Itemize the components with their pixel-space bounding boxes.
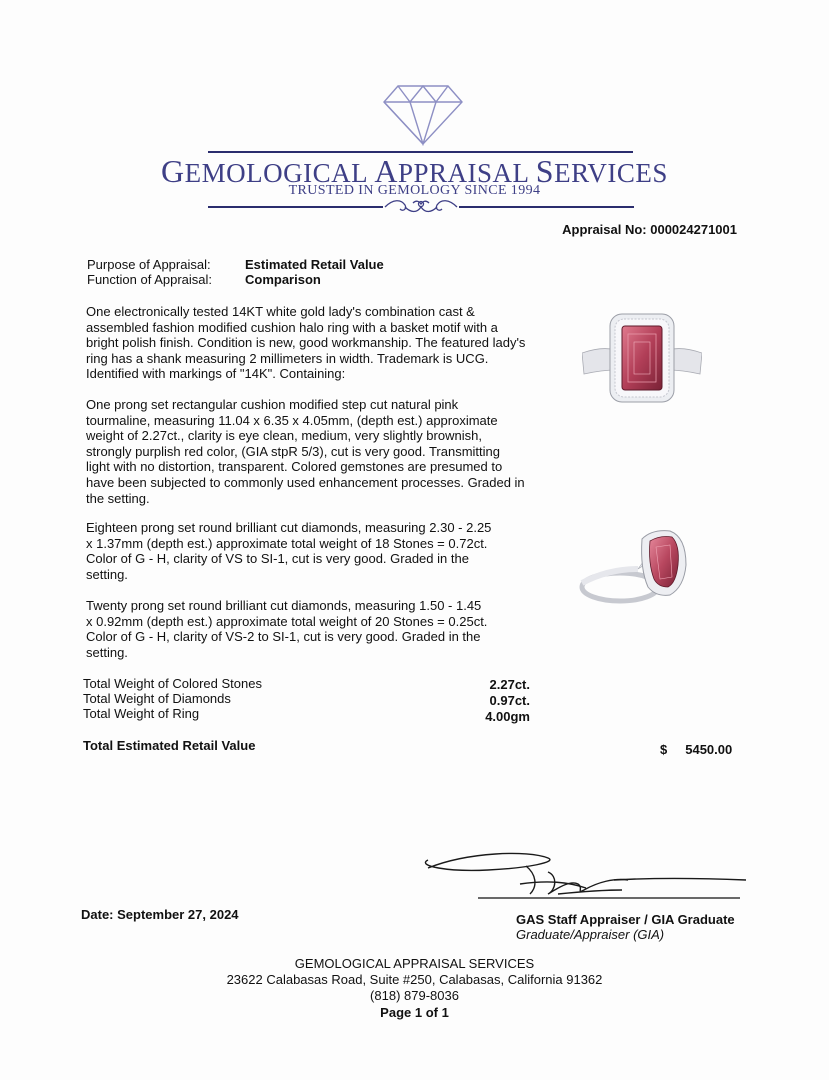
diamond-logo-icon — [382, 84, 464, 146]
header-bottom-rule-right — [459, 206, 634, 208]
footer-address: 23622 Calabasas Road, Suite #250, Calabasas, California 91362 — [226, 972, 603, 987]
company-tagline: TRUSTED IN GEMOLOGY SINCE 1994 — [288, 183, 541, 198]
appraiser-title: GAS Staff Appraiser / GIA Graduate — [516, 912, 735, 927]
function-value: Comparison — [245, 272, 321, 287]
retail-value-amount: 5450.00 — [685, 742, 733, 757]
purpose-label: Purpose of Appraisal: — [87, 257, 211, 272]
function-label: Function of Appraisal: — [87, 272, 213, 287]
appraisal-number: Appraisal No: 000024271001 — [562, 222, 737, 237]
ring-top-view-image — [582, 308, 702, 408]
ring-side-view-image — [578, 525, 698, 615]
total-colored-stones-value: 2.27ct. — [489, 677, 530, 692]
total-colored-stones-label: Total Weight of Colored Stones — [83, 676, 262, 691]
footer-phone: (818) 879-8036 — [370, 988, 459, 1003]
total-ring-weight-value: 4.00gm — [485, 709, 530, 724]
page-number: Page 1 of 1 — [380, 1005, 449, 1020]
total-diamonds-label: Total Weight of Diamonds — [83, 691, 231, 706]
scroll-ornament-icon — [383, 198, 459, 216]
appraiser-subtitle: Graduate/Appraiser (GIA) — [516, 927, 665, 942]
total-ring-weight-label: Total Weight of Ring — [83, 706, 200, 721]
currency-symbol: $ — [660, 742, 668, 757]
appraiser-signature-image — [408, 850, 748, 908]
function-row — [87, 272, 321, 287]
purpose-value: Estimated Retail Value — [245, 257, 384, 272]
description-paragraph-1: One electronically tested 14KT white gold lady's combination cast & assembled fashion modified cushion halo ring with a basket motif with a bright polish finish. Condition is new, good workmanship. The featured lady's ring has a shank measuring 2 millimeters in width. Trademark is UCG. Identified with markings of "14K". Containing: — [86, 304, 526, 382]
company-logo-title: GEMOLOGICAL APPRAISAL SERVICES — [161, 153, 668, 189]
purpose-row — [87, 257, 384, 272]
footer-company: GEMOLOGICAL APPRAISAL SERVICES — [294, 956, 535, 971]
total-estimated-retail-value-label: Total Estimated Retail Value — [83, 738, 256, 753]
description-paragraph-2: One prong set rectangular cushion modified step cut natural pink tourmaline, measuring 11.04 x 6.35 x 4.05mm, (depth est.) approximate weight of 2.27ct., clarity is eye clean, medium, very slightly brownish, strongly purplish red color, (GIA stpR 5/3), cut is very good. Transmitting light with no distortion, transparent. Colored gemstones are presumed to have been subjected to commonly used enhancement processes. Graded in the setting. — [86, 397, 525, 506]
appraisal-date: Date: September 27, 2024 — [81, 907, 239, 922]
total-diamonds-value: 0.97ct. — [489, 693, 530, 708]
header-bottom-rule-left — [208, 206, 383, 208]
total-estimated-retail-value — [660, 742, 732, 757]
description-paragraph-3: Eighteen prong set round brilliant cut diamonds, measuring 2.30 - 2.25 x 1.37mm (depth est.) approximate total weight of 18 Stones = 0.72ct. Color of G - H, clarity of VS to SI-1, cut is very good. Graded in the setting. — [86, 520, 492, 582]
description-paragraph-4: Twenty prong set round brilliant cut diamonds, measuring 1.50 - 1.45 x 0.92mm (depth est.) approximate total weight of 20 Stones = 0.25ct. Color of G - H, clarity of VS-2 to SI-1, cut is very good. Graded in the setting. — [86, 598, 488, 660]
